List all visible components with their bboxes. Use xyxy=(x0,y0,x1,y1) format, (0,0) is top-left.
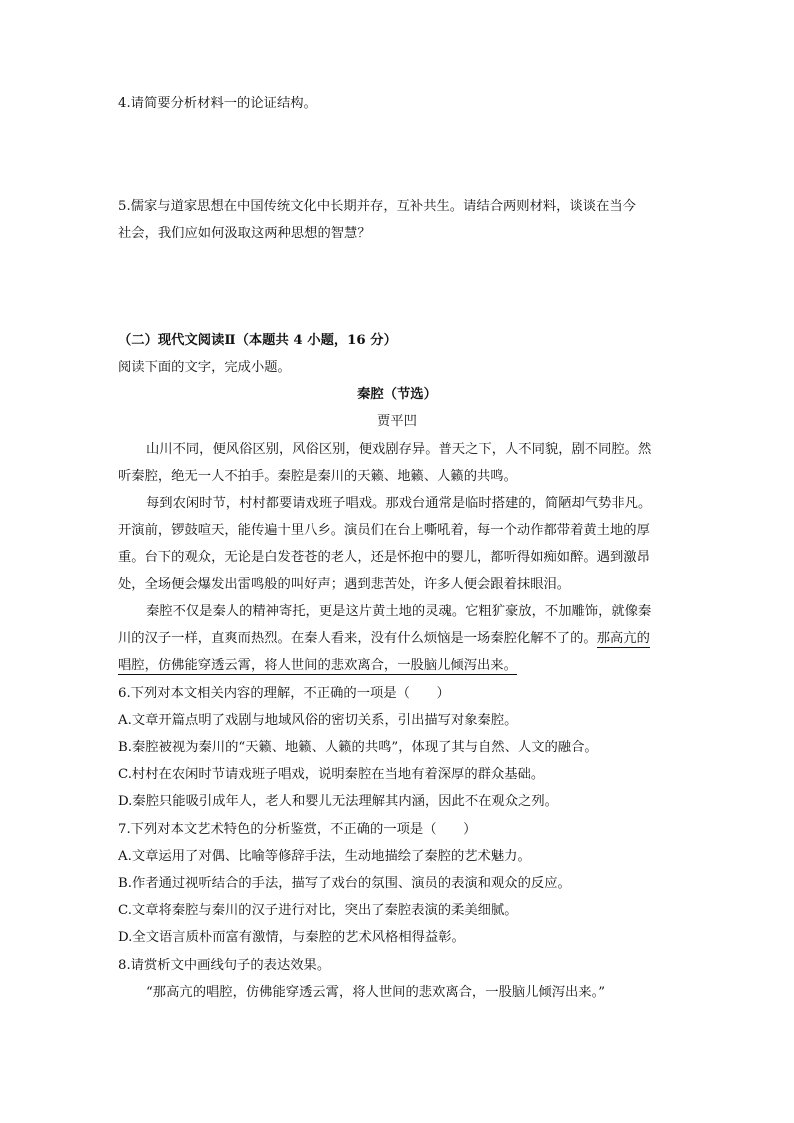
section-title: （二）现代文阅读Ⅱ（本题共 4 小题，16 分） xyxy=(118,333,397,348)
paragraph-2-line-2: 开演前，锣鼓喧天，能传遍十里八乡。演员们在台上嘶吼着，每一个动作都带着黄土地的厚 xyxy=(118,523,650,538)
question-6-stem: 6.下列对本文相关内容的理解，不正确的一项是（ ） xyxy=(118,686,450,701)
paragraph-3-text: 川的汉子一样，直爽而热烈。在秦人看来，没有什么烦恼是一场秦腔化解不了的。 xyxy=(118,631,597,646)
instruction: 阅读下面的文字，完成小题。 xyxy=(118,360,291,375)
paragraph-1-line-2: 听秦腔，绝无一人不拍手。秦腔是秦川的天籁、地籁、人籁的共鸣。 xyxy=(118,469,517,484)
question-6-option-a: A.文章开篇点明了戏剧与地域风俗的密切关系，引出描写对象秦腔。 xyxy=(118,713,518,728)
paragraph-3-line-3 xyxy=(118,656,517,676)
paragraph-3-line-2 xyxy=(118,629,650,649)
underlined-sentence-end: 唱腔，仿佛能穿透云霄，将人世间的悲欢离合，一股脑儿倾泻出来。 xyxy=(118,658,517,673)
question-7-option-c: C.文章将秦腔与秦川的汉子进行对比，突出了秦腔表演的柔美细腻。 xyxy=(118,903,518,918)
question-7-option-b: B.作者通过视听结合的手法，描写了戏台的氛围、演员的表演和观众的反应。 xyxy=(118,876,571,891)
question-7-option-a: A.文章运用了对偶、比喻等修辞手法，生动地描绘了秦腔的艺术魅力。 xyxy=(118,849,531,864)
question-6-option-b: B.秦腔被视为秦川的“天籁、地籁、人籁的共鸣”，体现了其与自然、人文的融合。 xyxy=(118,740,598,755)
question-5-line-1: 5.儒家与道家思想在中国传统文化中长期并存，互补共生。请结合两则材料，谈谈在当今 xyxy=(118,199,636,214)
question-7-option-d: D.全文语言质朴而富有激情，与秦腔的艺术风格相得益彰。 xyxy=(118,930,465,945)
underlined-sentence-start: 那高亢的 xyxy=(596,631,650,646)
question-8-stem: 8.请赏析文中画线句子的表达效果。 xyxy=(118,958,331,973)
paragraph-1-line-1: 山川不同，便风俗区别，风俗区别，便戏剧存异。普天之下，人不同貌，剧不同腔。然 xyxy=(146,442,652,457)
question-6-option-d: D.秦腔只能吸引成年人，老人和婴儿无法理解其内涵，因此不在观众之列。 xyxy=(118,794,558,809)
paragraph-3-line-1: 秦腔不仅是秦人的精神寄托，更是这片黄土地的灵魂。它粗犷豪放，不加雕饰，就像秦 xyxy=(146,604,652,619)
paragraph-2-line-4: 处，全场便会爆发出雷鸣般的叫好声；遇到悲苦处，许多人便会跟着抹眼泪。 xyxy=(118,577,571,592)
article-title: 秦腔（节选） xyxy=(357,387,437,402)
paragraph-2-line-3: 重。台下的观众，无论是白发苍苍的老人，还是怀抱中的婴儿，都听得如痴如醉。遇到激昂 xyxy=(118,550,650,565)
question-7-stem: 7.下列对本文艺术特色的分析鉴赏，不正确的一项是（ ） xyxy=(118,822,477,837)
question-6-option-c: C.村村在农闲时节请戏班子唱戏，说明秦腔在当地有着深厚的群众基础。 xyxy=(118,767,545,782)
paragraph-2-line-1: 每到农闲时节，村村都要请戏班子唱戏。那戏台通常是临时搭建的，简陋却气势非凡。 xyxy=(146,496,652,511)
article-author: 贾平凹 xyxy=(377,414,417,429)
question-4: 4.请简要分析材料一的论证结构。 xyxy=(118,96,317,111)
question-8-quote: “那高亢的唱腔，仿佛能穿透云霄，将人世间的悲欢离合，一股脑儿倾泻出来。” xyxy=(146,985,606,1000)
question-5-line-2: 社会，我们应如何汲取这两种思想的智慧？ xyxy=(118,226,371,241)
